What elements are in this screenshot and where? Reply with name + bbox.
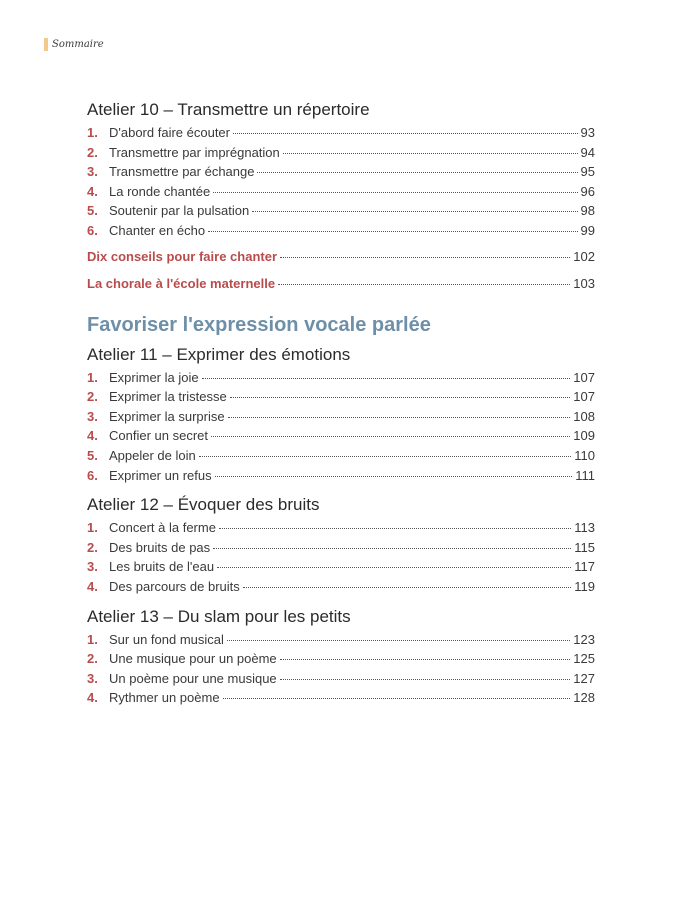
toc-entry[interactable] xyxy=(87,466,595,486)
dot-leader xyxy=(219,528,571,529)
entry-number: 4. xyxy=(87,183,98,199)
entry-number: 2. xyxy=(87,539,98,555)
toc-entry[interactable] xyxy=(87,688,595,708)
entry-label: La ronde chantée xyxy=(109,183,211,199)
toc-entry[interactable] xyxy=(87,557,595,577)
atelier-11-block xyxy=(87,343,595,486)
toc-entry[interactable] xyxy=(87,368,595,388)
dot-leader xyxy=(280,257,570,258)
atelier-12-title: Atelier 12 – Évoquer des bruits xyxy=(87,495,320,515)
atelier-13-block xyxy=(87,605,595,708)
toc-entry[interactable] xyxy=(87,407,595,427)
entry-page: 127 xyxy=(573,670,595,686)
atelier-11-title: Atelier 11 – Exprimer des émotions xyxy=(87,344,351,364)
toc-entry[interactable] xyxy=(87,201,595,221)
toc-entry[interactable] xyxy=(87,182,595,202)
entry-page: 107 xyxy=(573,389,595,405)
entry-page: 95 xyxy=(580,164,595,180)
entry-page: 109 xyxy=(573,428,595,444)
dot-leader xyxy=(213,548,571,549)
entry-page: 94 xyxy=(580,144,595,160)
entry-page: 98 xyxy=(580,203,595,219)
dot-leader xyxy=(230,397,571,398)
special-entry-page: 103 xyxy=(573,275,595,291)
entry-page: 93 xyxy=(580,125,595,140)
entry-label: Des bruits de pas xyxy=(109,539,211,555)
entry-number: 1. xyxy=(87,631,98,647)
entry-number: 5. xyxy=(87,447,98,463)
entry-label: Exprimer la tristesse xyxy=(109,389,227,405)
dot-leader xyxy=(217,567,571,568)
dot-leader xyxy=(280,659,571,660)
entry-page: 128 xyxy=(573,690,595,706)
entry-number: 2. xyxy=(87,389,98,405)
toc-entry[interactable] xyxy=(87,577,595,597)
dot-leader xyxy=(213,192,577,193)
entry-label: Exprimer la joie xyxy=(109,369,199,385)
dot-leader xyxy=(215,476,573,477)
entry-number: 4. xyxy=(87,578,98,594)
entry-page: 96 xyxy=(580,183,595,199)
toc-entry[interactable] xyxy=(87,387,595,407)
dot-leader xyxy=(199,456,572,457)
entry-page: 125 xyxy=(573,651,595,667)
entry-page: 110 xyxy=(574,447,595,463)
atelier-10-title: Atelier 10 – Transmettre un répertoire xyxy=(87,100,370,119)
toc-entry[interactable] xyxy=(87,446,595,466)
running-head-label: Sommaire xyxy=(52,38,104,50)
entry-number: 5. xyxy=(87,203,98,219)
entry-label: Des parcours de bruits xyxy=(109,578,240,594)
dot-leader xyxy=(243,587,571,588)
toc-special-entry[interactable] xyxy=(87,274,595,293)
dot-leader xyxy=(228,417,571,418)
dot-leader xyxy=(223,698,571,699)
entry-page: 119 xyxy=(574,578,595,594)
dot-leader xyxy=(233,133,578,134)
toc-entry[interactable] xyxy=(87,649,595,669)
entry-number: 2. xyxy=(87,651,98,667)
special-entry-page: 102 xyxy=(573,248,595,264)
entry-number: 4. xyxy=(87,428,98,444)
toc-special-entry[interactable] xyxy=(87,247,595,266)
dot-leader xyxy=(278,284,570,285)
entry-label: Chanter en écho xyxy=(109,222,206,238)
entry-number: 6. xyxy=(87,467,98,483)
toc-entry[interactable] xyxy=(87,143,595,163)
entry-number: 3. xyxy=(87,408,98,424)
dot-leader xyxy=(208,231,577,232)
entry-label: Exprimer la surprise xyxy=(109,408,225,424)
dot-leader xyxy=(283,153,578,154)
entry-label: Transmettre par échange xyxy=(109,164,255,180)
dot-leader xyxy=(280,679,571,680)
entry-label: Un poème pour une musique xyxy=(109,670,277,686)
toc-entry[interactable] xyxy=(87,221,595,241)
entry-page: 117 xyxy=(574,559,595,575)
toc-entry[interactable] xyxy=(87,162,595,182)
entry-label: Rythmer un poème xyxy=(109,690,220,706)
entry-label: Exprimer un refus xyxy=(109,467,212,483)
entry-number: 6. xyxy=(87,222,98,238)
entry-page: 113 xyxy=(574,520,595,536)
entry-number: 3. xyxy=(87,164,98,180)
dot-leader xyxy=(202,378,571,379)
entry-label: Confier un secret xyxy=(109,428,208,444)
entry-number: 3. xyxy=(87,559,98,575)
atelier-10-block xyxy=(87,98,595,241)
dot-leader xyxy=(227,640,570,641)
entry-number: 1. xyxy=(87,369,98,385)
entry-page: 115 xyxy=(574,539,595,555)
entry-number: 3. xyxy=(87,670,98,686)
entry-page: 99 xyxy=(580,222,595,238)
entry-label: Transmettre par imprégnation xyxy=(109,144,280,160)
entry-label: Soutenir par la pulsation xyxy=(109,203,250,219)
section-title: Favoriser l'expression vocale parlée xyxy=(87,313,431,336)
entry-page: 108 xyxy=(573,408,595,424)
entry-number: 4. xyxy=(87,690,98,706)
toc-entry[interactable] xyxy=(87,630,595,650)
special-entry-label: La chorale à l'école maternelle xyxy=(87,275,276,291)
dot-leader xyxy=(252,211,577,212)
dot-leader xyxy=(257,172,577,173)
entry-page: 107 xyxy=(573,369,595,385)
entry-label: Sur un fond musical xyxy=(109,631,224,647)
toc-entry[interactable] xyxy=(87,538,595,558)
running-head-bar xyxy=(44,38,48,51)
toc-entry[interactable] xyxy=(87,518,595,538)
entry-page: 123 xyxy=(573,631,595,647)
entry-number: 2. xyxy=(87,144,98,160)
entry-number: 1. xyxy=(87,125,98,140)
entry-page: 111 xyxy=(575,467,595,483)
dot-leader xyxy=(211,436,570,437)
entry-label: Appeler de loin xyxy=(109,447,196,463)
special-entry-label: Dix conseils pour faire chanter xyxy=(87,248,278,264)
entry-label: D'abord faire écouter xyxy=(109,125,230,140)
toc-entry[interactable] xyxy=(87,669,595,689)
entry-label: Les bruits de l'eau xyxy=(109,559,215,575)
toc-entry[interactable] xyxy=(87,123,595,143)
atelier-13-title: Atelier 13 – Du slam pour les petits xyxy=(87,606,351,626)
entry-number: 1. xyxy=(87,520,98,536)
running-head xyxy=(44,37,104,51)
entry-label: Concert à la ferme xyxy=(109,520,216,536)
table-of-contents xyxy=(87,98,595,708)
entry-label: Une musique pour un poème xyxy=(109,651,277,667)
toc-entry[interactable] xyxy=(87,426,595,446)
atelier-12-block xyxy=(87,493,595,596)
